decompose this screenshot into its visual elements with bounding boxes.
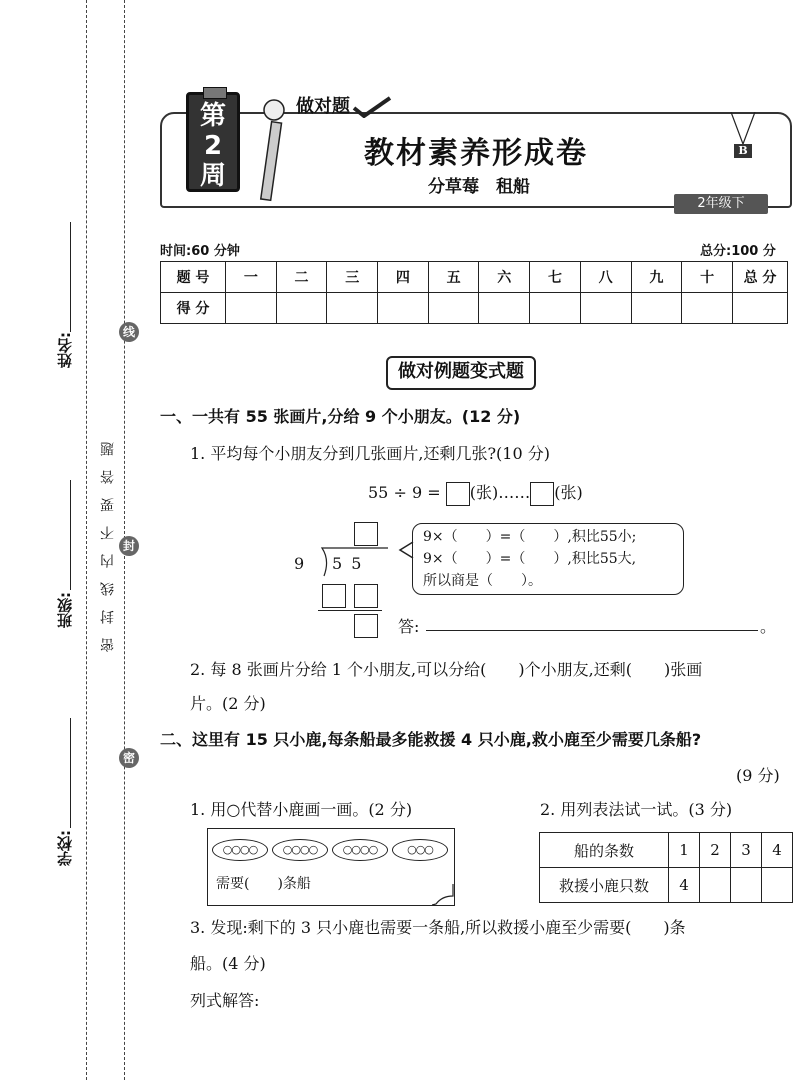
name-label: 姓名: <box>56 332 74 368</box>
score-input-cell[interactable] <box>530 293 581 324</box>
table-cell: 九 <box>631 262 682 293</box>
hint-line-1: 9×（ ）=（ ）,积比55小; <box>423 529 637 545</box>
table-cell: 七 <box>530 262 581 293</box>
hint-line-2: 9×（ ）=（ ）,积比55大, <box>423 551 637 567</box>
week-badge-text: 第2周 <box>199 101 226 191</box>
table-cell: 船的条数 <box>540 833 669 868</box>
deer-group-oval: ○○○○ <box>332 839 388 861</box>
q1-equation <box>368 480 583 506</box>
answer-input-cell[interactable] <box>731 868 762 903</box>
hint-bubble <box>412 523 684 595</box>
division-quotient-box[interactable] <box>354 522 378 546</box>
score-table-score-row <box>161 293 788 324</box>
binding-line-outer <box>86 0 87 1080</box>
listing-table <box>539 832 793 903</box>
table-cell: 救援小鹿只数 <box>540 868 669 903</box>
answer-end: 。 <box>760 617 777 636</box>
equation-unit-1: (张)…… <box>469 483 531 502</box>
class-underline <box>70 480 71 590</box>
header-tag: 做对题 <box>296 96 350 117</box>
equation-left: 55 ÷ 9 = <box>368 483 441 502</box>
table-cell: 一 <box>226 262 277 293</box>
seal-mark-line: 线 <box>119 322 139 342</box>
solve-label: 列式解答: <box>190 991 260 1010</box>
table-cell: 4 <box>669 868 700 903</box>
table-cell: 题 号 <box>161 262 226 293</box>
score-input-cell[interactable] <box>428 293 479 324</box>
checkmark-icon <box>352 96 392 118</box>
table-cell: 1 <box>669 833 700 868</box>
answer-input-cell[interactable] <box>700 868 731 903</box>
score-input-cell[interactable] <box>479 293 530 324</box>
total-score: 总分:100 分 <box>700 244 776 259</box>
section-banner: 做对例题变式题 <box>386 356 536 390</box>
answer-input-cell[interactable] <box>762 868 793 903</box>
score-input-cell[interactable] <box>580 293 631 324</box>
answer-label: 答: <box>398 617 420 636</box>
score-input-cell[interactable] <box>276 293 327 324</box>
pencil-figure-icon <box>248 92 296 204</box>
division-line <box>318 610 382 611</box>
version-badge: B <box>734 144 752 158</box>
score-input-cell[interactable] <box>682 293 733 324</box>
class-label: 班级: <box>56 592 74 628</box>
page-curl-icon <box>432 884 454 906</box>
school-label: 学校: <box>56 830 74 866</box>
score-table-header-row <box>161 262 788 293</box>
score-input-cell[interactable] <box>226 293 277 324</box>
q1-title: 一、一共有 55 张画片,分给 9 个小朋友。(12 分) <box>160 407 521 426</box>
deer-group-oval: ○○○○ <box>212 839 268 861</box>
need-boats-text: 需要( )条船 <box>216 876 311 892</box>
q2-title: 二、这里有 15 只小鹿,每条船最多能救援 4 只小鹿,救小鹿至少需要几条船? <box>160 730 702 749</box>
score-input-cell[interactable] <box>733 293 788 324</box>
q2-sub2: 2. 用列表法试一试。(3 分) <box>540 800 733 819</box>
q2-sub1: 1. 用○代替小鹿画一画。(2 分) <box>190 800 413 819</box>
q2-sub3-line1: 3. 发现:剩下的 3 只小鹿也需要一条船,所以救援小鹿至少需要( )条 <box>190 918 686 937</box>
table-cell: 2 <box>700 833 731 868</box>
division-product-box-2[interactable] <box>354 584 378 608</box>
table-cell: 总 分 <box>733 262 788 293</box>
listing-row-deer <box>540 868 793 903</box>
division-remainder-box[interactable] <box>354 614 378 638</box>
answer-line[interactable] <box>426 630 758 631</box>
score-input-cell[interactable] <box>327 293 378 324</box>
dividend: 5 5 <box>332 554 364 573</box>
hanger-icon <box>728 112 758 146</box>
table-cell: 八 <box>580 262 631 293</box>
name-underline <box>70 222 71 332</box>
seal-warning-text: 密封线内不要答题 <box>100 428 116 652</box>
q2-score: (9 分) <box>736 766 780 785</box>
table-cell: 四 <box>378 262 429 293</box>
score-input-cell[interactable] <box>378 293 429 324</box>
grade-label: 2年级下 <box>674 194 768 214</box>
paper-title: 教材素养形成卷 <box>364 136 588 171</box>
table-cell: 二 <box>276 262 327 293</box>
table-cell: 得 分 <box>161 293 226 324</box>
table-cell: 三 <box>327 262 378 293</box>
table-cell: 六 <box>479 262 530 293</box>
table-cell: 4 <box>762 833 793 868</box>
table-cell: 五 <box>428 262 479 293</box>
q2-sub3-line2: 船。(4 分) <box>190 954 266 973</box>
clipboard-clip-icon <box>203 87 227 99</box>
equation-unit-2: (张) <box>554 483 583 502</box>
remainder-answer-box[interactable] <box>530 482 554 506</box>
seal-mark-seal: 封 <box>119 536 139 556</box>
time-limit: 时间:60 分钟 <box>160 244 240 259</box>
school-underline <box>70 718 71 828</box>
deer-group-oval: ○○○○ <box>272 839 328 861</box>
drawing-area <box>207 828 455 906</box>
hint-line-3: 所以商是（ ）。 <box>423 573 542 589</box>
score-table <box>160 261 788 324</box>
q1-sub2-line2: 片。(2 分) <box>190 694 266 713</box>
listing-row-boats <box>540 833 793 868</box>
score-input-cell[interactable] <box>631 293 682 324</box>
table-cell: 十 <box>682 262 733 293</box>
deer-group-oval: ○○○ <box>392 839 448 861</box>
week-badge <box>186 92 240 192</box>
division-product-box-1[interactable] <box>322 584 346 608</box>
table-cell: 3 <box>731 833 762 868</box>
q1-sub1: 1. 平均每个小朋友分到几张画片,还剩几张?(10 分) <box>190 444 550 463</box>
seal-mark-secret: 密 <box>119 748 139 768</box>
q1-sub2-line1: 2. 每 8 张画片分给 1 个小朋友,可以分给( )个小朋友,还剩( )张画 <box>190 660 703 679</box>
paper-subtitle: 分草莓 租船 <box>428 177 530 197</box>
divisor: 9 <box>294 554 305 573</box>
quotient-answer-box[interactable] <box>446 482 470 506</box>
